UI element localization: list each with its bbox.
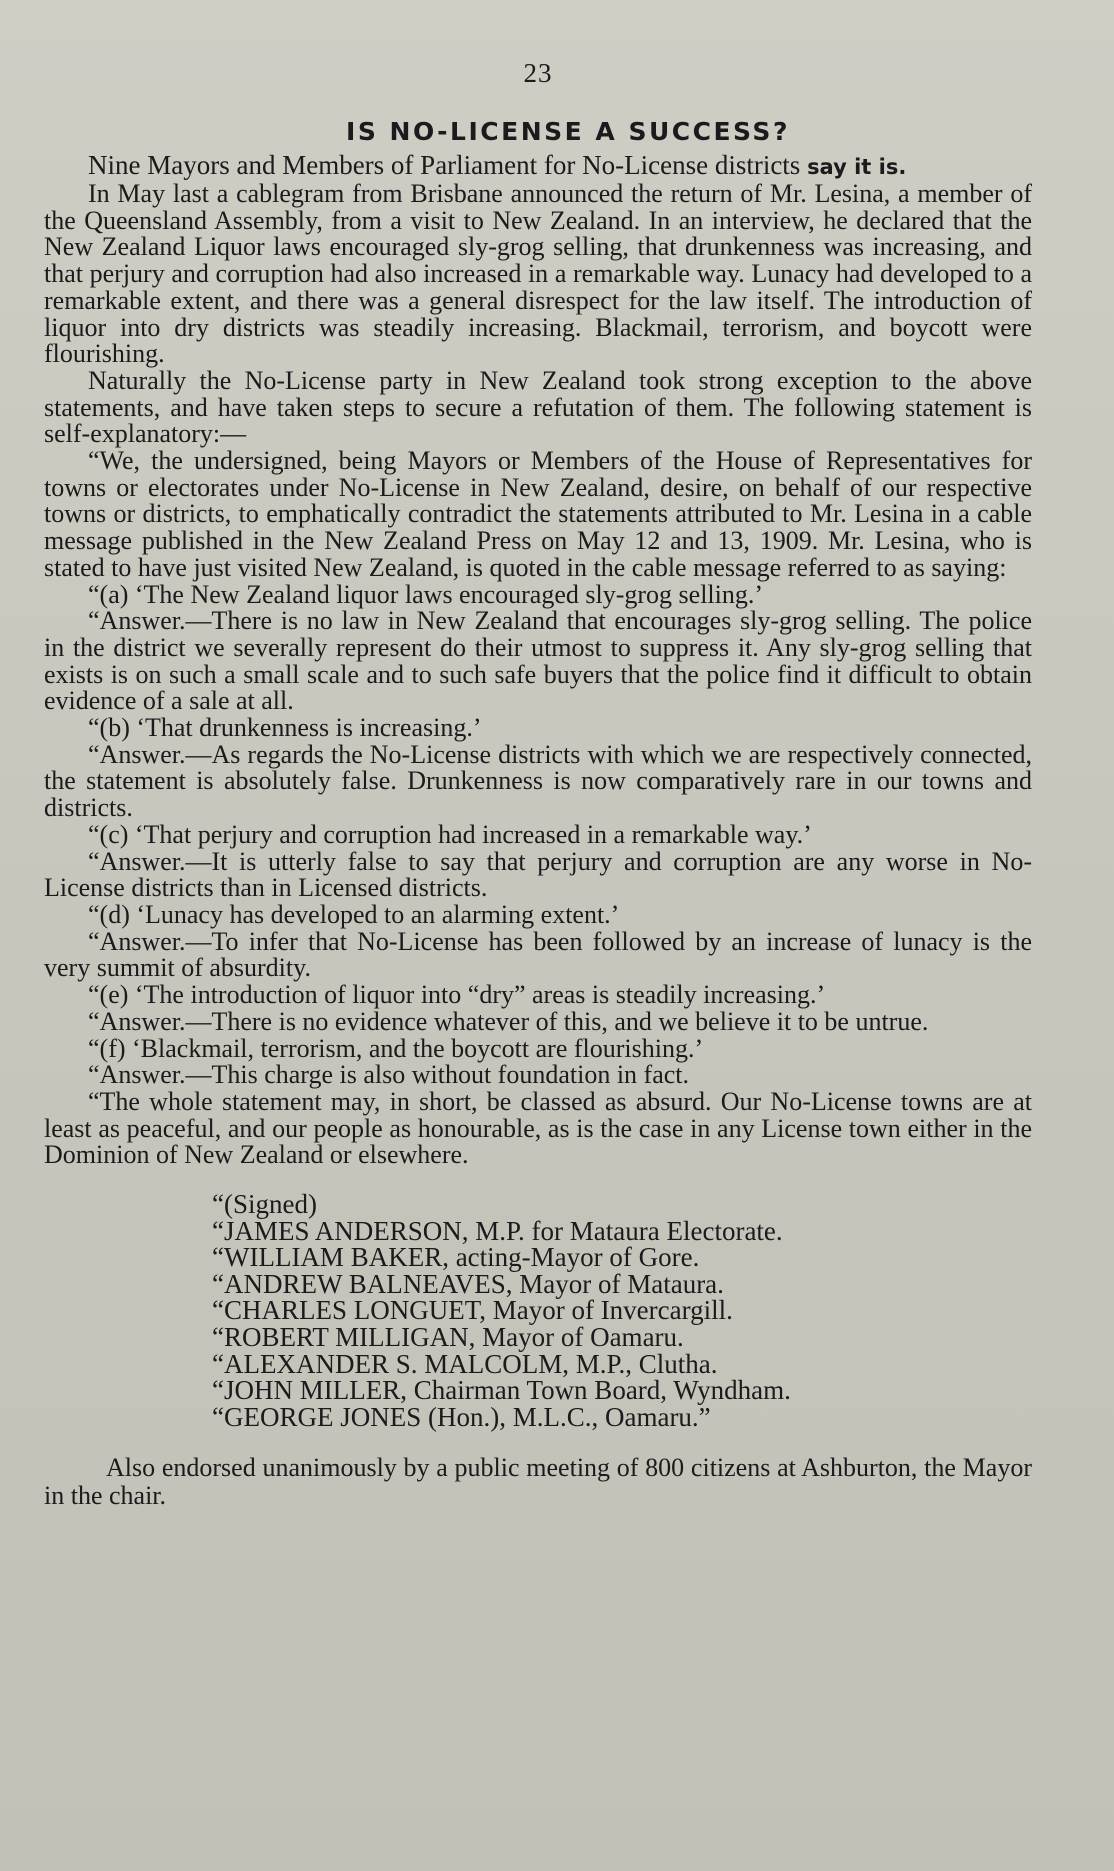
paragraph: “Answer.—There is no evidence whatever of this, and we believe it to be untrue.	[88, 1006, 929, 1036]
paragraph: Naturally the No-License party in New Zealand took strong exception to the above statements, and have taken steps to secure a refutation of them. The following statement is self-explanatory:—	[44, 365, 1032, 449]
paragraph: “(b) ‘That drunkenness is increasing.’	[88, 713, 482, 743]
signature-line: “ROBERT MILLIGAN, Mayor of Oamaru.	[212, 1321, 684, 1352]
lead-text: Nine Mayors and Members of Parliament for No-License districts	[88, 150, 801, 180]
signature-line: “WILLIAM BAKER, acting-Mayor of Gore.	[212, 1242, 700, 1273]
paragraph: “(f) ‘Blackmail, terrorism, and the boycott are flourishing.’	[88, 1033, 704, 1063]
paragraph: “The whole statement may, in short, be classed as absurd. Our No-License towns are at least as peaceful, and our people as honourable, as is the case in any License town either in the Dominion of New Zealand or elsewhere.	[44, 1086, 1032, 1170]
signature-line: “ALEXANDER S. MALCOLM, M.P., Clutha.	[212, 1348, 718, 1379]
lead-paragraph	[44, 152, 1032, 181]
paragraph: “(d) ‘Lunacy has developed to an alarming extent.’	[88, 899, 620, 929]
page-number: 23	[523, 58, 553, 88]
paragraph: “We, the undersigned, being Mayors or Members of the House of Representatives for towns or electorates under No-License in New Zealand, desire, on behalf of our respective towns or districts, to emphatically contradict the statements attributed to Mr. Lesina in a cable message published in the New Zealand Press on May 12 and 13, 1909. Mr. Lesina, who is stated to have just visited New Zealand, is quoted in the cable message referred to as saying:	[44, 446, 1032, 582]
paragraph: “Answer.—To infer that No-License has been followed by an increase of lunacy is the very summit of absurdity.	[44, 926, 1032, 983]
article-body	[44, 181, 1032, 1169]
paragraph: “Answer.—As regards the No-License districts with which we are respectively connected, the statement is absolutely false. Drunkenness is now comparatively rare in our towns and districts.	[44, 739, 1032, 823]
signature-line: “CHARLES LONGUET, Mayor of Invercargill.	[212, 1295, 733, 1326]
signature-block	[212, 1191, 1032, 1430]
paragraph: “Answer.—This charge is also without foundation in fact.	[88, 1060, 690, 1090]
paragraph: “(c) ‘That perjury and corruption had increased in a remarkable way.’	[88, 819, 812, 849]
page-headline: IS NO-LICENSE A SUCCESS?	[346, 117, 790, 146]
signature-line: “JOHN MILLER, Chairman Town Board, Wyndham.	[212, 1375, 791, 1406]
paragraph: “Answer.—It is utterly false to say that perjury and corruption are any worse in No-License districts than in Licensed districts.	[44, 846, 1032, 903]
signature-line: “ANDREW BALNEAVES, Mayor of Mataura.	[212, 1268, 724, 1299]
signature-line: “JAMES ANDERSON, M.P. for Mataura Electorate.	[212, 1215, 783, 1246]
signature-line: “(Signed)	[212, 1189, 317, 1220]
paragraph: In May last a cablegram from Brisbane announced the return of Mr. Lesina, a member of the Queensland Assembly, from a visit to New Zealand. In an interview, he declared that the New Zealand Liquor laws encouraged sly-grog selling, that drunkenness was increasing, and that perjury and corruption had also increased in a remarkable way. Lunacy had developed to a remarkable extent, and there was a general disrespect for the law itself. The introduction of liquor into dry districts was steadily increasing. Blackmail, terrorism, and boycott were flourishing.	[44, 179, 1032, 369]
endorsement-paragraph: Also endorsed unanimously by a public meeting of 800 citizens at Ashburton, the Mayor in the chair.	[44, 1453, 1032, 1511]
paragraph: “(e) ‘The introduction of liquor into “dry” areas is steadily increasing.’	[88, 980, 826, 1010]
signature-line: “GEORGE JONES (Hon.), M.L.C., Oamaru.”	[212, 1401, 711, 1432]
lead-tail: say it is.	[807, 155, 907, 179]
paragraph: “(a) ‘The New Zealand liquor laws encouraged sly-grog selling.’	[88, 579, 764, 609]
paragraph: “Answer.—There is no law in New Zealand that encourages sly-grog selling. The police in the district we severally represent do their utmost to suppress it. Any sly-grog selling that exists is on such a small scale and to such safe buyers that the police find it difficult to obtain evidence of a sale at all.	[44, 606, 1032, 716]
